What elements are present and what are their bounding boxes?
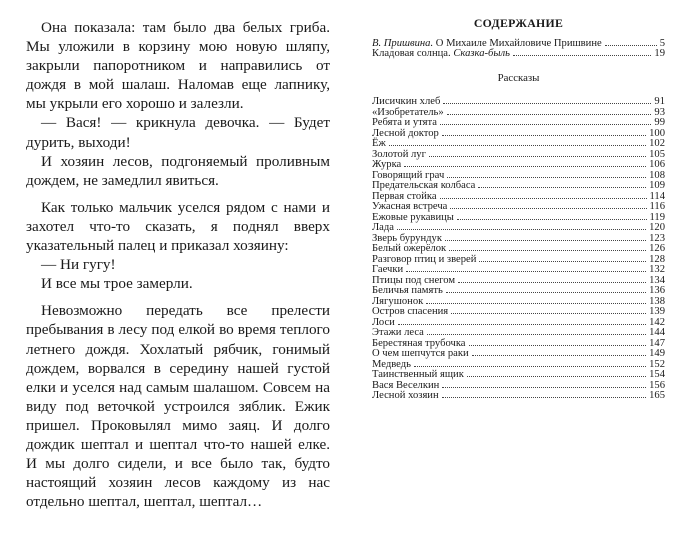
dot-leader	[414, 366, 646, 367]
toc-entry-title: Берестяная трубочка	[372, 337, 466, 349]
paragraph: Невозможно передать все прелести пребывания в лесу под елкой во время теплого летнего дождя. Хохлатый рябчик, гонимый дождем, ворвался в середину нашей густой елки и уселся над самым шалашом. Совсем на виду под веточкой устроился зяблик. Ежик пришел. Проковылял мимо заяц. И долго дождик шептал и шептал что-то нашей елке. И мы долго сидели, и все было так, будто настоящий хозяин лесов каждому из нас отдельно шептал, шептал, шептал…	[26, 302, 330, 511]
toc-entry	[372, 307, 665, 318]
dot-leader	[426, 303, 646, 304]
toc-entry-title: Лоси	[372, 316, 395, 328]
toc-page-number: 116	[649, 201, 665, 212]
toc-page-number: 139	[649, 306, 665, 317]
dot-leader	[406, 271, 646, 272]
toc-entry-title: Говорящий грач	[372, 169, 445, 181]
toc-entry-title: Вася Веселкин	[372, 379, 440, 391]
toc-entry-title: Лесной хозяин	[372, 390, 439, 401]
toc-list	[372, 97, 665, 402]
toc-entry	[372, 97, 665, 108]
toc-page-number: 154	[649, 369, 665, 380]
toc-entry-title: Остров спасения	[372, 306, 449, 317]
toc-entry-title: Золотой луг	[372, 148, 426, 160]
dot-leader	[443, 103, 651, 104]
toc-page-number: 142	[649, 316, 665, 328]
toc-page-number: 120	[649, 222, 665, 233]
dot-leader	[469, 345, 647, 346]
toc-page-number: 19	[654, 48, 665, 59]
dot-leader	[457, 219, 647, 220]
toc-entry	[372, 118, 665, 129]
toc-page-number: 93	[654, 106, 665, 118]
toc-page-number: 134	[649, 274, 665, 286]
paragraph: И все мы трое замерли.	[41, 275, 193, 293]
toc-entry-title: «Изобретатель»	[372, 106, 444, 118]
toc-entry	[372, 255, 665, 266]
toc-page-number: 102	[649, 138, 665, 149]
toc-page-number: 109	[649, 180, 665, 191]
dot-leader	[442, 397, 646, 398]
toc-section-title: Рассказы	[497, 71, 540, 84]
toc-page-number: 105	[649, 148, 665, 160]
dot-leader	[427, 334, 646, 335]
paragraph: — Вася! — крикнула девочка. — Будет дурить, выходи!	[26, 114, 330, 151]
dot-leader	[447, 114, 652, 115]
toc-title: СОДЕРЖАНИЕ	[473, 16, 564, 30]
dot-leader	[429, 156, 646, 157]
toc-page-number: 132	[649, 264, 665, 275]
toc-entry	[372, 349, 665, 360]
toc-intro-entry	[372, 49, 665, 60]
toc-entry	[372, 244, 665, 255]
dot-leader	[440, 124, 651, 125]
left-page	[26, 18, 330, 511]
toc-page-number: 119	[649, 211, 665, 223]
toc-entry-title: Ёж	[372, 138, 386, 149]
toc-page-number: 5	[659, 37, 665, 49]
toc-entry-title: Ребята и утята	[372, 117, 438, 128]
toc-entry	[372, 223, 665, 234]
toc-page-number: 114	[649, 190, 665, 202]
toc-page-number: 126	[649, 243, 665, 254]
toc-page-number: 108	[649, 169, 665, 181]
dot-leader	[458, 282, 646, 283]
toc-entry-title: Предательская колбаса	[372, 180, 476, 191]
paragraph: — Ни гугу!	[41, 256, 116, 274]
dot-leader	[446, 292, 646, 293]
toc-entry-title: Белый ожерёлок	[372, 243, 447, 254]
toc-entry-title: Лягушонок	[372, 295, 424, 307]
toc-entry-title: Ежовые рукавицы	[372, 211, 454, 223]
toc-entry-title: Ужасная встреча	[372, 201, 448, 212]
toc-page-number: 147	[649, 337, 665, 349]
dot-leader	[445, 240, 646, 241]
dot-leader	[389, 145, 646, 146]
toc-entry-title: Этажи леса	[372, 327, 424, 338]
toc-entry	[372, 129, 665, 140]
toc-entry	[372, 213, 665, 224]
toc-author: В. Пришвина.	[372, 37, 434, 49]
toc-entry-title: Беличья память	[372, 285, 443, 296]
toc-entry-title: Кладовая солнца.	[372, 48, 451, 59]
toc-entry-title: Первая стойка	[372, 190, 437, 202]
toc-entry-title: Гаечки	[372, 264, 404, 275]
dot-leader	[442, 135, 646, 136]
toc-entry	[372, 265, 665, 276]
dot-leader	[467, 376, 646, 377]
toc-entry-title: Лесной доктор	[372, 127, 439, 139]
table-of-contents	[372, 18, 665, 402]
dot-leader	[451, 313, 646, 314]
toc-entry	[372, 181, 665, 192]
paragraph: Как только мальчик уселся рядом с нами и захотел что-то сказать, я поднял вверх указательный палец и приказал хозяину:	[26, 198, 330, 255]
toc-page-number: 136	[649, 285, 665, 296]
dot-leader	[447, 177, 646, 178]
toc-entry	[372, 139, 665, 150]
dot-leader	[442, 387, 646, 388]
toc-entry-title: Лисичкин хлеб	[372, 96, 441, 107]
toc-entry	[372, 391, 665, 402]
dot-leader	[513, 55, 651, 56]
dot-leader	[478, 187, 646, 188]
toc-entry	[372, 286, 665, 297]
toc-page-number: 99	[654, 117, 665, 128]
toc-page-number: 100	[649, 127, 665, 139]
toc-entry-title: Таинственный ящик	[372, 369, 464, 380]
paragraph: И хозяин лесов, подгоняемый проливным дождем, не замедлил явиться.	[26, 152, 330, 189]
toc-entry-title: Лада	[372, 222, 394, 233]
toc-entry-title: Журка	[372, 159, 402, 170]
toc-page-number: 106	[649, 159, 665, 170]
dot-leader	[450, 208, 646, 209]
toc-entry	[372, 150, 665, 161]
dot-leader	[479, 261, 646, 262]
toc-page-number: 138	[649, 295, 665, 307]
toc-entry-title: Птицы под снегом	[372, 274, 456, 286]
paragraph: Она показала: там было два белых гриба. Мы уложили в корзину мою новую шляпу, закрыли папоротником и направились от дождя в мой шалаш. Наломав еще лапнику, мы укрыли его хорошо и залезли.	[26, 19, 330, 113]
toc-page-number: 152	[649, 358, 665, 370]
toc-page-number: 165	[649, 390, 665, 401]
toc-entry-title: Медведь	[372, 358, 411, 370]
toc-entry-title: Разговор птиц и зверей	[372, 253, 477, 265]
toc-entry-title: Зверь бурундук	[372, 232, 442, 244]
dot-leader	[605, 45, 657, 46]
dot-leader	[472, 355, 646, 356]
dot-leader	[449, 250, 646, 251]
toc-entry	[372, 160, 665, 171]
toc-entry-text	[372, 49, 510, 60]
toc-entry-title: О Михаиле Михайловиче Пришвине	[435, 37, 602, 49]
toc-entry-subtitle: Сказка-быль	[453, 48, 510, 59]
toc-entry	[372, 328, 665, 339]
toc-page-number: 91	[654, 96, 665, 107]
toc-page-number: 144	[649, 327, 665, 338]
toc-page-number: 156	[649, 379, 665, 391]
dot-leader	[397, 229, 646, 230]
toc-entry	[372, 370, 665, 381]
toc-page-number: 123	[649, 232, 665, 244]
dot-leader	[398, 324, 646, 325]
toc-page-number: 149	[649, 348, 665, 359]
toc-entry-title: О чем шепчутся раки	[372, 348, 469, 359]
toc-page-number: 128	[649, 253, 665, 265]
dot-leader	[440, 198, 647, 199]
toc-entry	[372, 202, 665, 213]
dot-leader	[404, 166, 646, 167]
